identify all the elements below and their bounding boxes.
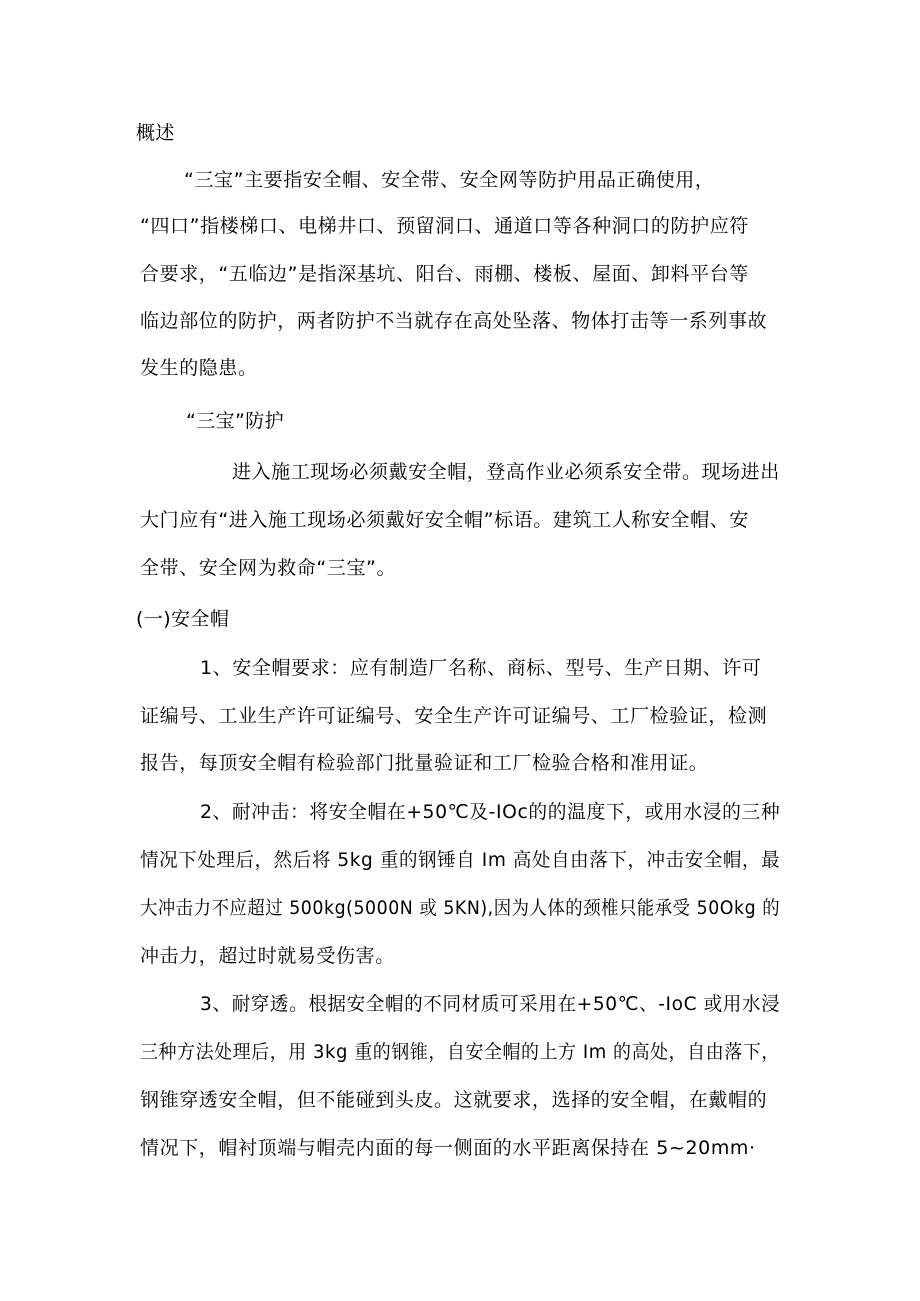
paragraph-line: 全带、安全网为救命“三宝”。	[140, 557, 397, 579]
paragraph-line: 1、安全帽要求：应有制造厂名称、商标、型号、生产日期、许可	[200, 657, 762, 679]
paragraph-line: “三宝”主要指安全帽、安全带、安全网等防护用品正确使用，	[184, 169, 715, 191]
paragraph-line: 钢锥穿透安全帽，但不能碰到头皮。这就要求，选择的安全帽，在戴帽的	[140, 1089, 768, 1111]
paragraph-line: 3、耐穿透。根据安全帽的不同材质可采用在+50℃、-IoC 或用水浸	[200, 993, 781, 1015]
paragraph-line: 三种方法处理后，用 3kg 重的钢锥，自安全帽的上方 Im 的高处，自由落下，	[140, 1041, 780, 1063]
section-heading-helmet: (一)安全帽	[136, 608, 230, 630]
paragraph-line: 2、耐冲击：将安全帽在+50℃及-IOc的的温度下，或用水浸的三种	[200, 801, 781, 823]
section-heading-overview: 概述	[136, 122, 175, 144]
paragraph-line: 报告，每顶安全帽有检验部门批量验证和工厂检验合格和准用证。	[140, 752, 709, 774]
section-heading-sanbao: “三宝”防护	[186, 410, 285, 432]
paragraph-line: 大冲击力不应超过 500kg(5000N 或 5KN),因为人体的颈椎只能承受 50Okg 的	[140, 897, 781, 919]
paragraph-line: 证编号、工业生产许可证编号、安全生产许可证编号、工厂检验证，检测	[140, 705, 768, 727]
paragraph-line: 大门应有“进入施工现场必须戴好安全帽”标语。建筑工人称安全帽、安	[140, 509, 749, 531]
paragraph-line: 冲击力，超过时就易受伤害。	[140, 945, 395, 967]
paragraph-line: “四口”指楼梯口、电梯井口、预留洞口、通道口等各种洞口的防护应符	[140, 215, 749, 237]
paragraph-line: 进入施工现场必须戴安全帽，登高作业必须系安全带。现场进出	[232, 461, 780, 483]
paragraph-line: 情况下，帽衬顶端与帽壳内面的每一侧面的水平距离保持在 5~20mm·	[140, 1137, 756, 1159]
paragraph-line: 合要求，“五临边”是指深基坑、阳台、雨棚、楼板、屋面、卸料平台等	[140, 263, 749, 285]
paragraph-line: 发生的隐患。	[140, 357, 258, 379]
paragraph-line: 临边部位的防护，两者防护不当就存在高处坠落、物体打击等一系列事故	[140, 310, 768, 332]
paragraph-line: 情况下处理后，然后将 5kg 重的钢锤自 Im 高处自由落下，冲击安全帽，最	[140, 849, 781, 871]
